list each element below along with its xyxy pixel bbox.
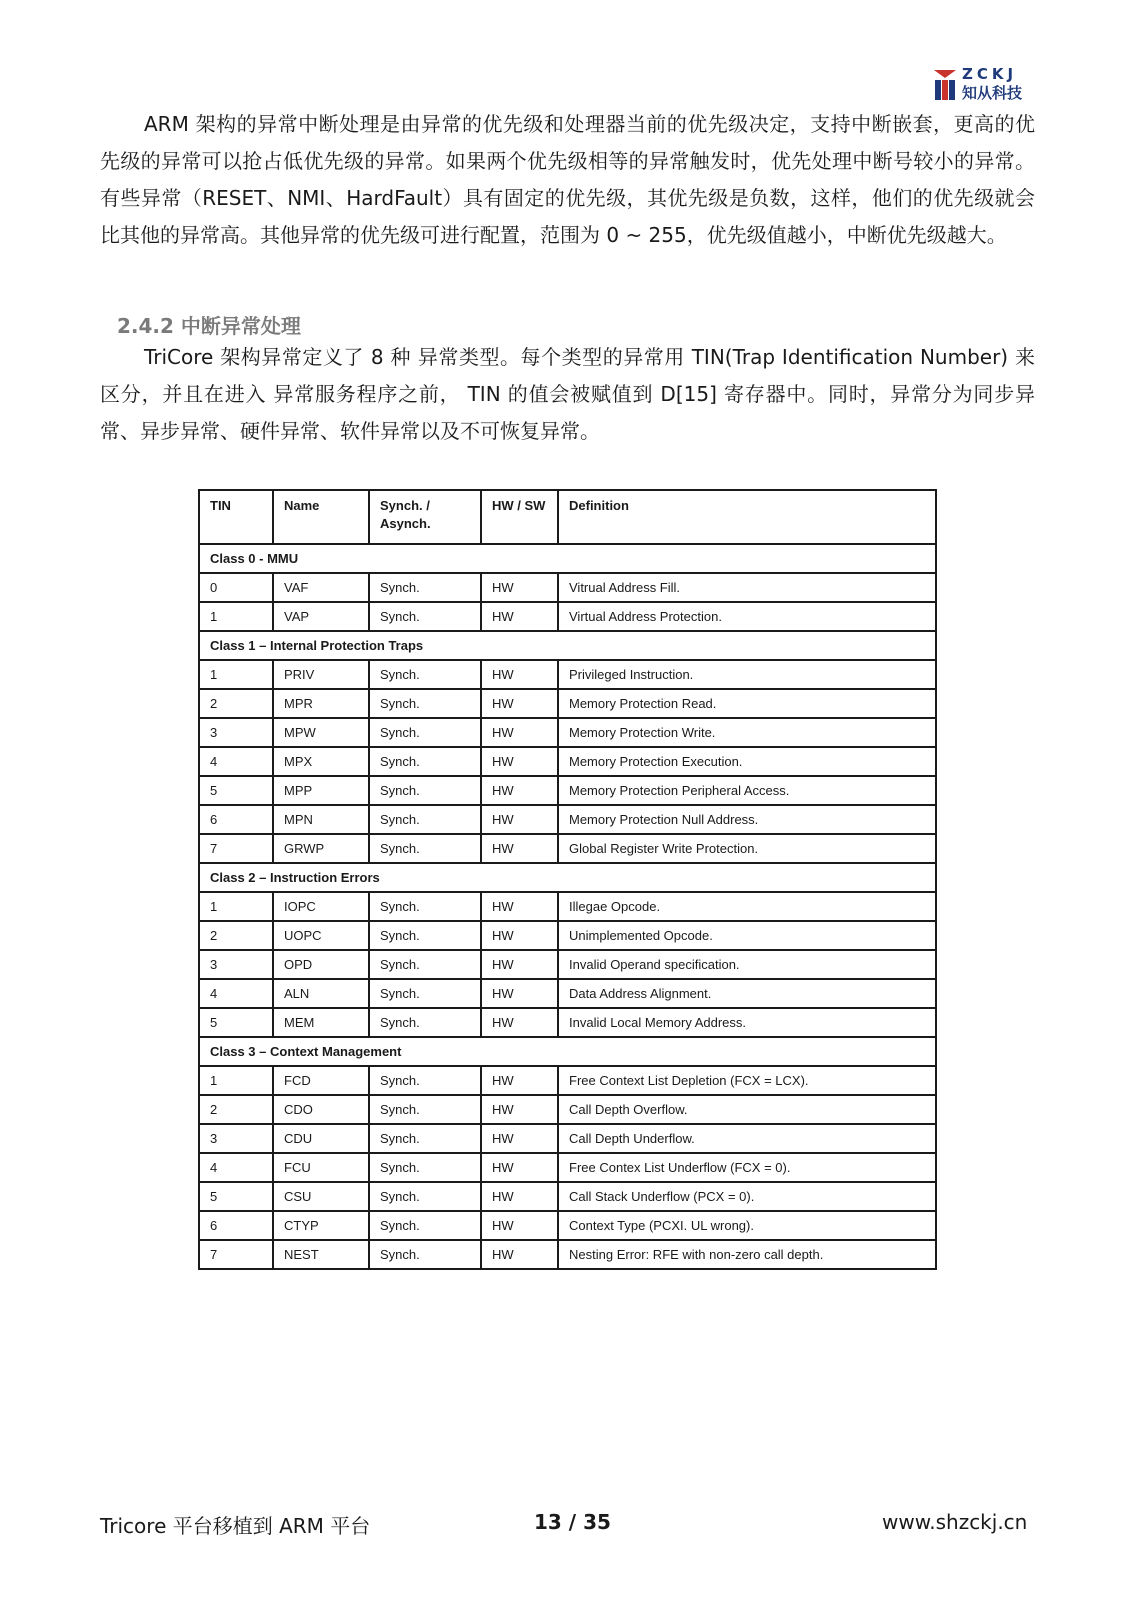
cell-definition: Memory Protection Peripheral Access. <box>558 776 936 805</box>
cell-tin: 5 <box>199 1008 273 1037</box>
cell-hwsw: HW <box>481 573 558 602</box>
cell-definition: Data Address Alignment. <box>558 979 936 1008</box>
table-body <box>199 544 936 1269</box>
table-row <box>199 921 936 950</box>
cell-definition: Free Context List Depletion (FCX = LCX). <box>558 1066 936 1095</box>
cell-hwsw: HW <box>481 1124 558 1153</box>
cell-tin: 7 <box>199 1240 273 1269</box>
cell-hwsw: HW <box>481 1153 558 1182</box>
cell-hwsw: HW <box>481 747 558 776</box>
cell-definition: Unimplemented Opcode. <box>558 921 936 950</box>
paragraph-tricore-exceptions: TriCore 架构异常定义了 8 种 异常类型。每个类型的异常用 TIN(Trap Identification Number) 来区分，并且在进入 异常服务程序之前， TIN 的值会被赋值到 D[15] 寄存器中。同时，异常分为同步异常、异步异常、硬件异常、软件异常以及不可恢复异常。 <box>100 345 1035 443</box>
cell-name: FCD <box>273 1066 369 1095</box>
cell-name: MPR <box>273 689 369 718</box>
cell-tin: 7 <box>199 834 273 863</box>
logo-latin-text: ZCKJ <box>962 65 1018 83</box>
table-row <box>199 950 936 979</box>
cell-definition: Invalid Operand specification. <box>558 950 936 979</box>
cell-tin: 3 <box>199 950 273 979</box>
cell-tin: 4 <box>199 747 273 776</box>
table-row <box>199 892 936 921</box>
cell-name: GRWP <box>273 834 369 863</box>
table-header-row <box>199 490 936 544</box>
cell-synch: Synch. <box>369 1153 481 1182</box>
class-row <box>199 1037 936 1066</box>
cell-synch: Synch. <box>369 979 481 1008</box>
cell-tin: 1 <box>199 602 273 631</box>
cell-definition: Memory Protection Write. <box>558 718 936 747</box>
cell-definition: Nesting Error: RFE with non-zero call depth. <box>558 1240 936 1269</box>
cell-definition: Virtual Address Protection. <box>558 602 936 631</box>
cell-tin: 0 <box>199 573 273 602</box>
cell-hwsw: HW <box>481 1008 558 1037</box>
cell-hwsw: HW <box>481 892 558 921</box>
cell-hwsw: HW <box>481 776 558 805</box>
logo-chinese-text: 知从科技 <box>962 84 1023 102</box>
class-label: Class 0 - MMU <box>199 544 936 573</box>
cell-tin: 5 <box>199 1182 273 1211</box>
cell-tin: 6 <box>199 805 273 834</box>
table-row <box>199 689 936 718</box>
cell-definition: Vitrual Address Fill. <box>558 573 936 602</box>
cell-name: CDU <box>273 1124 369 1153</box>
table-row <box>199 660 936 689</box>
cell-tin: 3 <box>199 718 273 747</box>
cell-hwsw: HW <box>481 1182 558 1211</box>
page-number: 13 / 35 <box>534 1510 611 1534</box>
cell-name: OPD <box>273 950 369 979</box>
cell-synch: Synch. <box>369 1211 481 1240</box>
table-row <box>199 573 936 602</box>
cell-name: IOPC <box>273 892 369 921</box>
cell-tin: 3 <box>199 1124 273 1153</box>
trap-table <box>198 489 937 1270</box>
cell-synch: Synch. <box>369 1182 481 1211</box>
company-logo <box>932 66 1042 106</box>
cell-definition: Call Depth Underflow. <box>558 1124 936 1153</box>
class-row <box>199 544 936 573</box>
cell-hwsw: HW <box>481 689 558 718</box>
cell-hwsw: HW <box>481 1095 558 1124</box>
table-row <box>199 1066 936 1095</box>
footer-website: www.shzckj.cn <box>882 1510 1028 1534</box>
cell-definition: Memory Protection Read. <box>558 689 936 718</box>
cell-tin: 6 <box>199 1211 273 1240</box>
header-tin: TIN <box>199 490 273 544</box>
cell-tin: 2 <box>199 1095 273 1124</box>
cell-definition: Call Stack Underflow (PCX = 0). <box>558 1182 936 1211</box>
cell-hwsw: HW <box>481 1066 558 1095</box>
cell-name: VAF <box>273 573 369 602</box>
cell-tin: 1 <box>199 660 273 689</box>
cell-hwsw: HW <box>481 950 558 979</box>
cell-definition: Free Contex List Underflow (FCX = 0). <box>558 1153 936 1182</box>
cell-tin: 2 <box>199 689 273 718</box>
cell-tin: 1 <box>199 892 273 921</box>
cell-synch: Synch. <box>369 1008 481 1037</box>
cell-name: MPP <box>273 776 369 805</box>
cell-definition: Call Depth Overflow. <box>558 1095 936 1124</box>
cell-synch: Synch. <box>369 776 481 805</box>
cell-tin: 4 <box>199 1153 273 1182</box>
cell-name: CSU <box>273 1182 369 1211</box>
cell-name: CDO <box>273 1095 369 1124</box>
cell-definition: Context Type (PCXI. UL wrong). <box>558 1211 936 1240</box>
cell-name: MPX <box>273 747 369 776</box>
cell-tin: 1 <box>199 1066 273 1095</box>
table-row <box>199 747 936 776</box>
section-heading: 2.4.2 中断异常处理 <box>117 314 301 338</box>
cell-synch: Synch. <box>369 1066 481 1095</box>
table-row <box>199 805 936 834</box>
cell-synch: Synch. <box>369 689 481 718</box>
cell-tin: 4 <box>199 979 273 1008</box>
cell-name: MPW <box>273 718 369 747</box>
cell-hwsw: HW <box>481 660 558 689</box>
cell-synch: Synch. <box>369 573 481 602</box>
table-row <box>199 1182 936 1211</box>
table-row <box>199 1211 936 1240</box>
cell-definition: Privileged Instruction. <box>558 660 936 689</box>
header-name: Name <box>273 490 369 544</box>
logo-emblem-icon <box>932 68 958 102</box>
header-synch: Synch. / Asynch. <box>369 490 481 544</box>
cell-definition: Invalid Local Memory Address. <box>558 1008 936 1037</box>
cell-name: CTYP <box>273 1211 369 1240</box>
table-row <box>199 718 936 747</box>
cell-synch: Synch. <box>369 718 481 747</box>
cell-synch: Synch. <box>369 1240 481 1269</box>
table-row <box>199 1240 936 1269</box>
header-hwsw: HW / SW <box>481 490 558 544</box>
cell-synch: Synch. <box>369 1124 481 1153</box>
cell-hwsw: HW <box>481 921 558 950</box>
cell-definition: Illegae Opcode. <box>558 892 936 921</box>
cell-tin: 2 <box>199 921 273 950</box>
cell-name: PRIV <box>273 660 369 689</box>
table-row <box>199 1153 936 1182</box>
cell-synch: Synch. <box>369 1095 481 1124</box>
cell-hwsw: HW <box>481 979 558 1008</box>
table-row <box>199 1124 936 1153</box>
cell-synch: Synch. <box>369 834 481 863</box>
table-row <box>199 834 936 863</box>
cell-hwsw: HW <box>481 834 558 863</box>
cell-name: FCU <box>273 1153 369 1182</box>
cell-name: NEST <box>273 1240 369 1269</box>
cell-definition: Global Register Write Protection. <box>558 834 936 863</box>
cell-hwsw: HW <box>481 602 558 631</box>
footer-title: Tricore 平台移植到 ARM 平台 <box>100 1514 371 1538</box>
cell-name: MEM <box>273 1008 369 1037</box>
table-row <box>199 1008 936 1037</box>
cell-tin: 5 <box>199 776 273 805</box>
table-row <box>199 776 936 805</box>
cell-name: MPN <box>273 805 369 834</box>
cell-hwsw: HW <box>481 1211 558 1240</box>
header-definition: Definition <box>558 490 936 544</box>
paragraph-arm-exceptions: ARM 架构的异常中断处理是由异常的优先级和处理器当前的优先级决定，支持中断嵌套，更高的优先级的异常可以抢占低优先级的异常。如果两个优先级相等的异常触发时，优先处理中断号较小的异常。有些异常（RESET、NMI、HardFault）具有固定的优先级，其优先级是负数，这样，他们的优先级就会比其他的异常高。其他异常的优先级可进行配置，范围为 0 ~ 255，优先级值越小，中断优先级越大。 <box>100 112 1035 247</box>
class-row <box>199 631 936 660</box>
cell-definition: Memory Protection Null Address. <box>558 805 936 834</box>
class-label: Class 2 – Instruction Errors <box>199 863 936 892</box>
cell-synch: Synch. <box>369 747 481 776</box>
class-row <box>199 863 936 892</box>
class-label: Class 1 – Internal Protection Traps <box>199 631 936 660</box>
cell-name: UOPC <box>273 921 369 950</box>
cell-synch: Synch. <box>369 660 481 689</box>
cell-synch: Synch. <box>369 892 481 921</box>
table-row <box>199 1095 936 1124</box>
cell-synch: Synch. <box>369 805 481 834</box>
cell-definition: Memory Protection Execution. <box>558 747 936 776</box>
cell-synch: Synch. <box>369 950 481 979</box>
table-row <box>199 979 936 1008</box>
cell-synch: Synch. <box>369 602 481 631</box>
cell-hwsw: HW <box>481 1240 558 1269</box>
cell-hwsw: HW <box>481 805 558 834</box>
cell-name: ALN <box>273 979 369 1008</box>
table-row <box>199 602 936 631</box>
class-label: Class 3 – Context Management <box>199 1037 936 1066</box>
cell-hwsw: HW <box>481 718 558 747</box>
cell-synch: Synch. <box>369 921 481 950</box>
cell-name: VAP <box>273 602 369 631</box>
